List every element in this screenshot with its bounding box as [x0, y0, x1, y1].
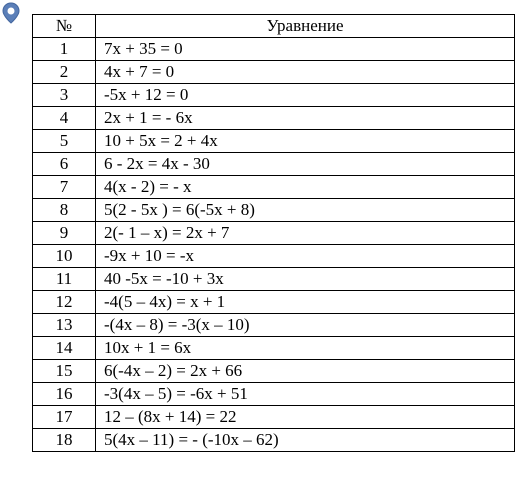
row-equation: -(4x – 8) = -3(x – 10)	[96, 314, 515, 337]
table-row	[33, 268, 515, 291]
location-pin-icon	[1, 1, 21, 25]
table-row	[33, 291, 515, 314]
row-number: 18	[33, 429, 96, 452]
row-number: 4	[33, 107, 96, 130]
row-number: 12	[33, 291, 96, 314]
row-number: 17	[33, 406, 96, 429]
table-row	[33, 429, 515, 452]
table-row	[33, 38, 515, 61]
row-equation: 4(x - 2) = - x	[96, 176, 515, 199]
row-number: 16	[33, 383, 96, 406]
row-equation: 5(2 - 5x ) = 6(-5x + 8)	[96, 199, 515, 222]
row-number: 10	[33, 245, 96, 268]
row-number: 2	[33, 61, 96, 84]
table-row	[33, 130, 515, 153]
row-number: 3	[33, 84, 96, 107]
row-equation: -5x + 12 = 0	[96, 84, 515, 107]
table-row	[33, 314, 515, 337]
row-equation: -9x + 10 = -x	[96, 245, 515, 268]
row-equation: 12 – (8x + 14) = 22	[96, 406, 515, 429]
row-number: 8	[33, 199, 96, 222]
table-row	[33, 222, 515, 245]
table-header-row	[33, 15, 515, 38]
header-number: №	[33, 15, 96, 38]
row-equation: -4(5 – 4x) = x + 1	[96, 291, 515, 314]
table-row	[33, 176, 515, 199]
table-row	[33, 360, 515, 383]
row-equation: 6(-4x – 2) = 2x + 66	[96, 360, 515, 383]
header-equation: Уравнение	[96, 15, 515, 38]
row-number: 13	[33, 314, 96, 337]
row-number: 6	[33, 153, 96, 176]
table-row	[33, 406, 515, 429]
table-row	[33, 153, 515, 176]
table-row	[33, 337, 515, 360]
row-number: 14	[33, 337, 96, 360]
row-number: 9	[33, 222, 96, 245]
row-number: 1	[33, 38, 96, 61]
row-equation: 10 + 5x = 2 + 4x	[96, 130, 515, 153]
row-equation: 5(4x – 11) = - (-10x – 62)	[96, 429, 515, 452]
row-equation: 6 - 2x = 4x - 30	[96, 153, 515, 176]
row-number: 11	[33, 268, 96, 291]
row-equation: 10x + 1 = 6x	[96, 337, 515, 360]
row-equation: -3(4x – 5) = -6x + 51	[96, 383, 515, 406]
row-equation: 7x + 35 = 0	[96, 38, 515, 61]
table-row	[33, 84, 515, 107]
row-equation: 2x + 1 = - 6x	[96, 107, 515, 130]
row-number: 7	[33, 176, 96, 199]
row-equation: 4x + 7 = 0	[96, 61, 515, 84]
row-number: 5	[33, 130, 96, 153]
equations-table	[32, 14, 515, 452]
table-row	[33, 61, 515, 84]
table-row	[33, 383, 515, 406]
row-number: 15	[33, 360, 96, 383]
table-row	[33, 107, 515, 130]
row-equation: 2(- 1 – x) = 2x + 7	[96, 222, 515, 245]
table-row	[33, 245, 515, 268]
table-row	[33, 199, 515, 222]
row-equation: 40 -5x = -10 + 3x	[96, 268, 515, 291]
